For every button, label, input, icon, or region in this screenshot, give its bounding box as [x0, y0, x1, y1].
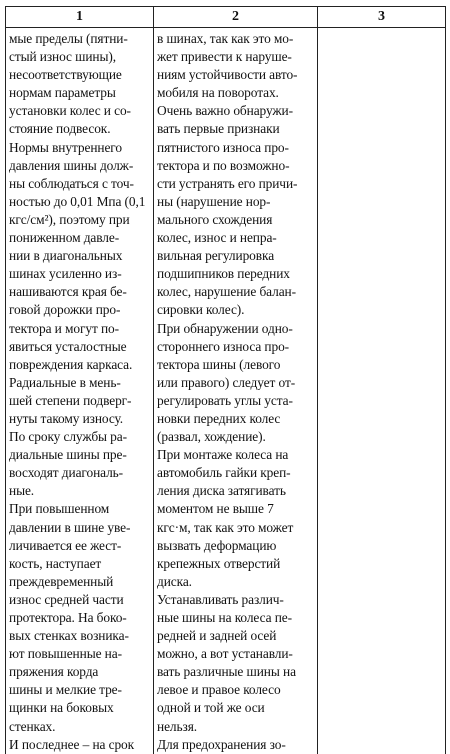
text-line: шины и мелкие тре- [9, 682, 122, 698]
text-line: повреждения каркаса. [9, 356, 133, 372]
text-line: преждевременный [9, 573, 114, 589]
text-line: щинки на боковых [9, 700, 114, 716]
text-line: левое и правое колесо [157, 682, 281, 698]
text-line: тектора шины (левого [157, 356, 281, 372]
text-line: ны соблюдаться с точ- [9, 175, 134, 191]
text-line: нии в диагональных [9, 248, 123, 264]
text-line: или правого) следует от- [157, 374, 296, 390]
text-line: При обнаружении одно- [157, 320, 293, 336]
text-line: сировки колес). [157, 302, 245, 318]
text-line: мобиля на поворотах. [157, 85, 279, 101]
text-line: кгс·м, так как это может [157, 519, 294, 535]
text-line: редней и задней осей [157, 628, 277, 644]
text-line: вать различные шины на [157, 664, 296, 680]
text-line: говой дорожки про- [9, 302, 121, 318]
text-line: Нормы внутреннего [9, 139, 122, 155]
document-page [5, 6, 445, 752]
paragraph [157, 591, 314, 736]
text-line: шинах усиленно из- [9, 266, 122, 282]
text-line: моментом не выше 7 [157, 501, 274, 517]
text-line: И последнее – на срок [9, 736, 135, 752]
column-3-header: 3 [318, 7, 446, 28]
text-line: стенках. [9, 718, 56, 734]
paragraph [9, 500, 150, 735]
text-line: шей степени подверг- [9, 392, 132, 408]
text-line: кость, наступает [9, 555, 102, 571]
text-line: протектора. На боко- [9, 610, 127, 625]
text-line: сти устранять его причи- [157, 175, 298, 191]
paragraph [9, 736, 150, 754]
text-line: крепежных отверстий [157, 555, 281, 571]
column-2-header: 2 [154, 7, 318, 28]
text-line: диальные шины пре- [9, 447, 127, 463]
text-line: вильная регулировка [157, 248, 275, 264]
column-3-empty [318, 28, 446, 754]
text-line: По сроку службы ра- [9, 429, 127, 445]
text-line: вать первые признаки [157, 121, 280, 137]
text-line: ностью до 0,01 Мпа (0,1 [9, 193, 146, 209]
text-line: При монтаже колеса на [157, 447, 289, 463]
table-body-row [6, 28, 446, 754]
text-line: восходят диагональ- [9, 465, 124, 481]
text-line: нуты такому износу. [9, 410, 124, 426]
paragraph [9, 30, 150, 139]
paragraph [157, 320, 314, 447]
text-line: колес, нарушение балан- [157, 284, 296, 300]
three-column-table [5, 6, 446, 754]
text-line: тектора и могут по- [9, 320, 119, 336]
paragraph [157, 30, 314, 102]
text-line: ют повышенные на- [9, 646, 122, 662]
text-line: несоответствующие [9, 67, 122, 83]
text-line: автомобиль гайки креп- [157, 465, 291, 481]
text-line: мального схождения [157, 211, 273, 227]
text-line: можно, а вот устанавли- [157, 646, 293, 662]
paragraph [157, 102, 314, 319]
text-line: регулировать углы уста- [157, 392, 293, 408]
paragraph [9, 139, 150, 374]
text-line: ные. [9, 483, 35, 499]
text-line: Очень важно обнаружи- [157, 103, 293, 119]
text-line: давлении в шине уве- [9, 519, 131, 535]
text-line: нельзя. [157, 718, 197, 734]
text-line: Для предохранения зо- [157, 736, 286, 752]
text-line: ления диска затягивать [157, 483, 286, 499]
column-1-text [6, 28, 154, 754]
text-line: мые пределы (пятни- [9, 31, 128, 46]
text-line: пониженном давле- [9, 230, 120, 246]
text-line: личивается ее жест- [9, 537, 122, 553]
table-header-row [6, 7, 446, 28]
text-line: Радиальные в мень- [9, 374, 121, 390]
text-line: в шинах, так как это мо- [157, 31, 294, 46]
text-line: При повышенном [9, 501, 110, 517]
text-line: пряжения корда [9, 664, 99, 680]
column-1-header: 1 [6, 7, 154, 28]
text-line: подшипников передних [157, 266, 290, 282]
paragraph [157, 736, 314, 754]
text-line: ные шины на колеса пе- [157, 610, 292, 625]
text-line: установки колес и со- [9, 103, 131, 119]
text-line: стояние подвесок. [9, 121, 111, 137]
column-2-text [154, 28, 318, 754]
text-line: одной и той же оси [157, 700, 265, 716]
text-line: вых стенках возника- [9, 628, 129, 644]
text-line: пятнистого износа про- [157, 139, 289, 155]
text-line: нормам параметры [9, 85, 116, 101]
text-line: новки передних колес [157, 410, 281, 426]
text-line: нашиваются края бе- [9, 284, 127, 300]
text-line: колес, износ и непра- [157, 230, 277, 246]
text-line: давления шины долж- [9, 157, 134, 173]
text-line: жет привести к наруше- [157, 49, 292, 65]
paragraph [157, 446, 314, 591]
text-line: кгс/см²), поэтому при [9, 211, 130, 227]
text-line: ниям устойчивости авто- [157, 67, 298, 83]
text-line: Устанавливать различ- [157, 591, 284, 607]
text-line: ны (нарушение нор- [157, 193, 271, 209]
text-line: тектора и по возможно- [157, 157, 290, 173]
text-line: (развал, хождение). [157, 429, 266, 445]
text-line: износ средней части [9, 591, 124, 607]
text-line: явиться усталостные [9, 338, 127, 354]
text-line: стороннего износа про- [157, 338, 290, 354]
text-line: вызвать деформацию [157, 537, 277, 553]
text-line: диска. [157, 573, 192, 589]
paragraph [9, 374, 150, 501]
text-line: стый износ шины), [9, 49, 116, 65]
